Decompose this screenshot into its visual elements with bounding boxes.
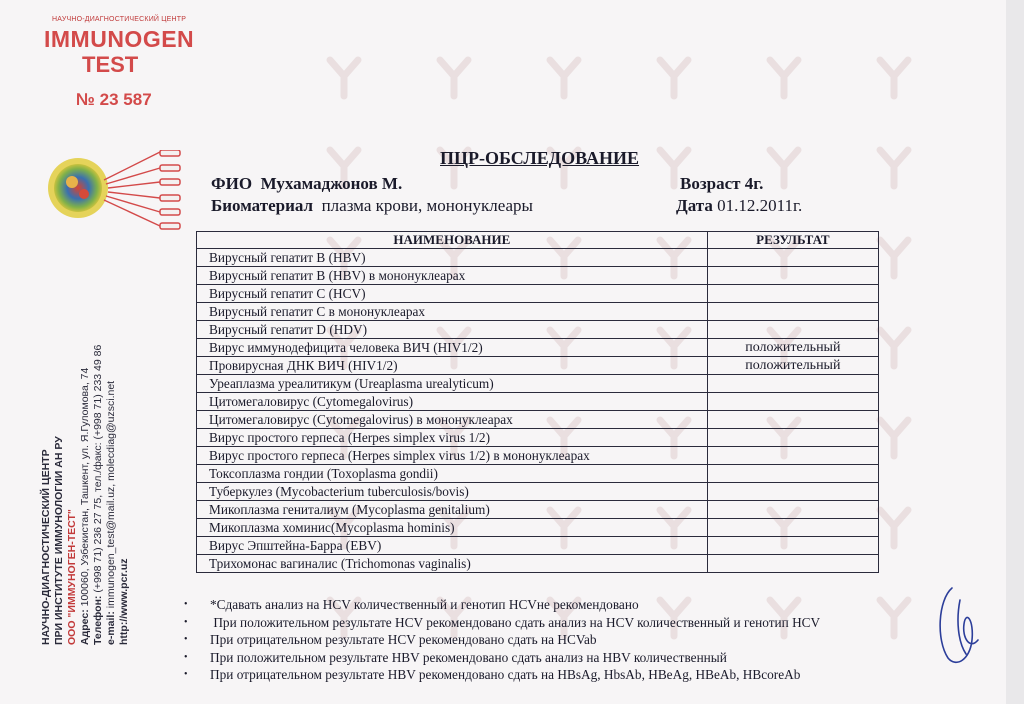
- note-text: *Сдавать анализ на HCV количественный и генотип HCVне рекомендовано: [210, 597, 639, 612]
- test-name-cell: Вирус простого герпеса (Herpes simplex virus 1/2): [197, 429, 708, 447]
- note-item: [184, 596, 820, 614]
- test-name-cell: Цитомегаловирус (Cytomegalovirus) в мононуклеарах: [197, 411, 708, 429]
- test-result-cell: [707, 465, 878, 483]
- note-item: [184, 666, 820, 684]
- table-row: [197, 357, 879, 375]
- table-row: [197, 465, 879, 483]
- info-line-email: [105, 345, 118, 645]
- brand-name-line2: TEST: [82, 52, 139, 77]
- test-name-cell: Цитомегаловирус (Cytomegalovirus): [197, 393, 708, 411]
- table-row: [197, 411, 879, 429]
- brand-name-line1: IMMUNOGEN: [44, 26, 195, 52]
- email-label: e-mail:: [105, 611, 117, 645]
- table-row: [197, 393, 879, 411]
- test-name-cell: Вирусный гепатит В (HBV): [197, 249, 708, 267]
- document-title: ПЦР-ОБСЛЕДОВАНИЕ: [440, 148, 640, 168]
- test-name-cell: Провирусная ДНК ВИЧ (HIV1/2): [197, 357, 708, 375]
- bullet-icon: •: [184, 634, 188, 645]
- test-name-cell: Вирусный гепатит С в мононуклеарах: [197, 303, 708, 321]
- note-item: [184, 631, 820, 649]
- serial-number: № 23 587: [76, 90, 152, 109]
- test-result-cell: [707, 519, 878, 537]
- results-table: [196, 231, 879, 573]
- test-name-cell: Трихомонас вагиналис (Trichomonas vaginalis): [197, 555, 708, 573]
- phone-label: Телефон:: [92, 595, 104, 645]
- patient-age: [680, 174, 763, 194]
- test-result-cell: [707, 501, 878, 519]
- biomaterial: [211, 196, 533, 216]
- table-body: [197, 249, 879, 573]
- table-row: [197, 519, 879, 537]
- test-result-cell: [707, 321, 878, 339]
- table-row: [197, 483, 879, 501]
- age-label: Возраст: [680, 174, 741, 193]
- scan-edge: [1006, 0, 1024, 704]
- table-row: [197, 537, 879, 555]
- test-result-cell: [707, 249, 878, 267]
- bullet-icon: •: [184, 651, 188, 663]
- table-row: [197, 303, 879, 321]
- test-name-cell: Вирус иммунодефицита человека ВИЧ (HIV1/2): [197, 339, 708, 357]
- email-value: immunogen_test@mail.uz, molecdiag@uzsci.net: [105, 380, 117, 612]
- note-item: [184, 614, 820, 632]
- table-row: [197, 249, 879, 267]
- test-name-cell: Уреаплазма уреалитикум (Ureaplasma urealyticum): [197, 375, 708, 393]
- test-result-cell: [707, 411, 878, 429]
- table-row: [197, 375, 879, 393]
- test-result-cell: положительный: [707, 339, 878, 357]
- table-row: [197, 267, 879, 285]
- table-row: [197, 321, 879, 339]
- age-value: 4г.: [744, 174, 764, 193]
- bullet-icon: •: [184, 599, 188, 610]
- logo-globe-icon: [42, 150, 192, 230]
- test-result-cell: положительный: [707, 357, 878, 375]
- table-row: [197, 339, 879, 357]
- recommendation-notes: [184, 596, 820, 684]
- info-line-website: http://www.pcr.uz: [118, 558, 130, 645]
- note-text: При отрицательном результате HBV рекомендовано сдать на HBsAg, HbsAb, HBeAg, HBeAb, HBcoreAb: [210, 667, 801, 682]
- test-result-cell: [707, 555, 878, 573]
- test-result-cell: [707, 375, 878, 393]
- table-header-row: [197, 232, 879, 249]
- info-line-2: ПРИ ИНСТИТУТЕ ИММУНОЛОГИИ АН РУ: [53, 436, 65, 645]
- brand-caption: НАУЧНО-ДИАГНОСТИЧЕСКИЙ ЦЕНТР: [52, 16, 187, 23]
- test-result-cell: [707, 393, 878, 411]
- note-text: При отрицательном результате HCV рекомендовано сдать на HCVab: [210, 632, 597, 647]
- test-name-cell: Микоплазма хоминис(Mycoplasma hominis): [197, 519, 708, 537]
- note-item: [184, 649, 820, 667]
- test-result-cell: [707, 267, 878, 285]
- phone-value: (+998 71) 236 27 75, тел./факс: (+998 71) 233 49 86: [92, 344, 104, 596]
- table-row: [197, 501, 879, 519]
- info-line-address: [79, 345, 92, 645]
- table-row: [197, 429, 879, 447]
- patient-name: [211, 174, 402, 194]
- fio-value: Мухамаджонов М.: [260, 174, 403, 193]
- date-label: Дата: [676, 196, 713, 215]
- test-result-cell: [707, 303, 878, 321]
- signature-mark: [930, 580, 990, 670]
- test-result-cell: [707, 447, 878, 465]
- fio-label: ФИО: [211, 174, 253, 193]
- test-name-cell: Вирусный гепатит С (HCV): [197, 285, 708, 303]
- table-row: [197, 285, 879, 303]
- exam-date: [676, 196, 802, 216]
- test-result-cell: [707, 537, 878, 555]
- bio-value: плазма крови, мононуклеары: [321, 196, 533, 215]
- test-result-cell: [707, 429, 878, 447]
- bio-label: Биоматериал: [211, 196, 314, 215]
- info-line-phone: [92, 345, 105, 645]
- address-value: 100060, Узбекистан, Ташкент, ул. Я.Гуломова, 74: [79, 367, 91, 610]
- note-text: При положительном результате HCV рекомендовано сдать анализ на HCV количественный и генотип HCV: [210, 614, 821, 630]
- test-name-cell: Вирус простого герпеса (Herpes simplex virus 1/2) в мононуклеарах: [197, 447, 708, 465]
- test-result-cell: [707, 483, 878, 501]
- info-line-3: ООО "ИММУНОГЕН-ТЕСТ": [66, 509, 78, 645]
- column-header-name: НАИМЕНОВАНИЕ: [197, 232, 708, 249]
- table-row: [197, 555, 879, 573]
- bullet-icon: •: [184, 616, 188, 628]
- test-name-cell: Токсоплазма гондии (Toxoplasma gondii): [197, 465, 708, 483]
- note-text: При положительном результате HBV рекомендовано сдать анализ на HBV количественный: [210, 649, 727, 665]
- info-line-1: НАУЧНО-ДИАГНОСТИЧЕСКИЙ ЦЕНТР: [40, 449, 52, 645]
- bullet-icon: •: [184, 669, 188, 680]
- test-name-cell: Микоплазма гениталиум (Mycoplasma genitalium): [197, 501, 708, 519]
- table-row: [197, 447, 879, 465]
- test-name-cell: Вирус Эпштейна-Барра (EBV): [197, 537, 708, 555]
- contact-info-vertical: [40, 345, 131, 645]
- date-value: 01.12.2011г.: [717, 196, 803, 215]
- column-header-result: РЕЗУЛЬТАТ: [707, 232, 878, 249]
- test-name-cell: Туберкулез (Mycobacterium tuberculosis/bovis): [197, 483, 708, 501]
- test-name-cell: Вирусный гепатит D (HDV): [197, 321, 708, 339]
- test-name-cell: Вирусный гепатит В (HBV) в мононуклеарах: [197, 267, 708, 285]
- test-result-cell: [707, 285, 878, 303]
- address-label: Адрес:: [79, 609, 91, 645]
